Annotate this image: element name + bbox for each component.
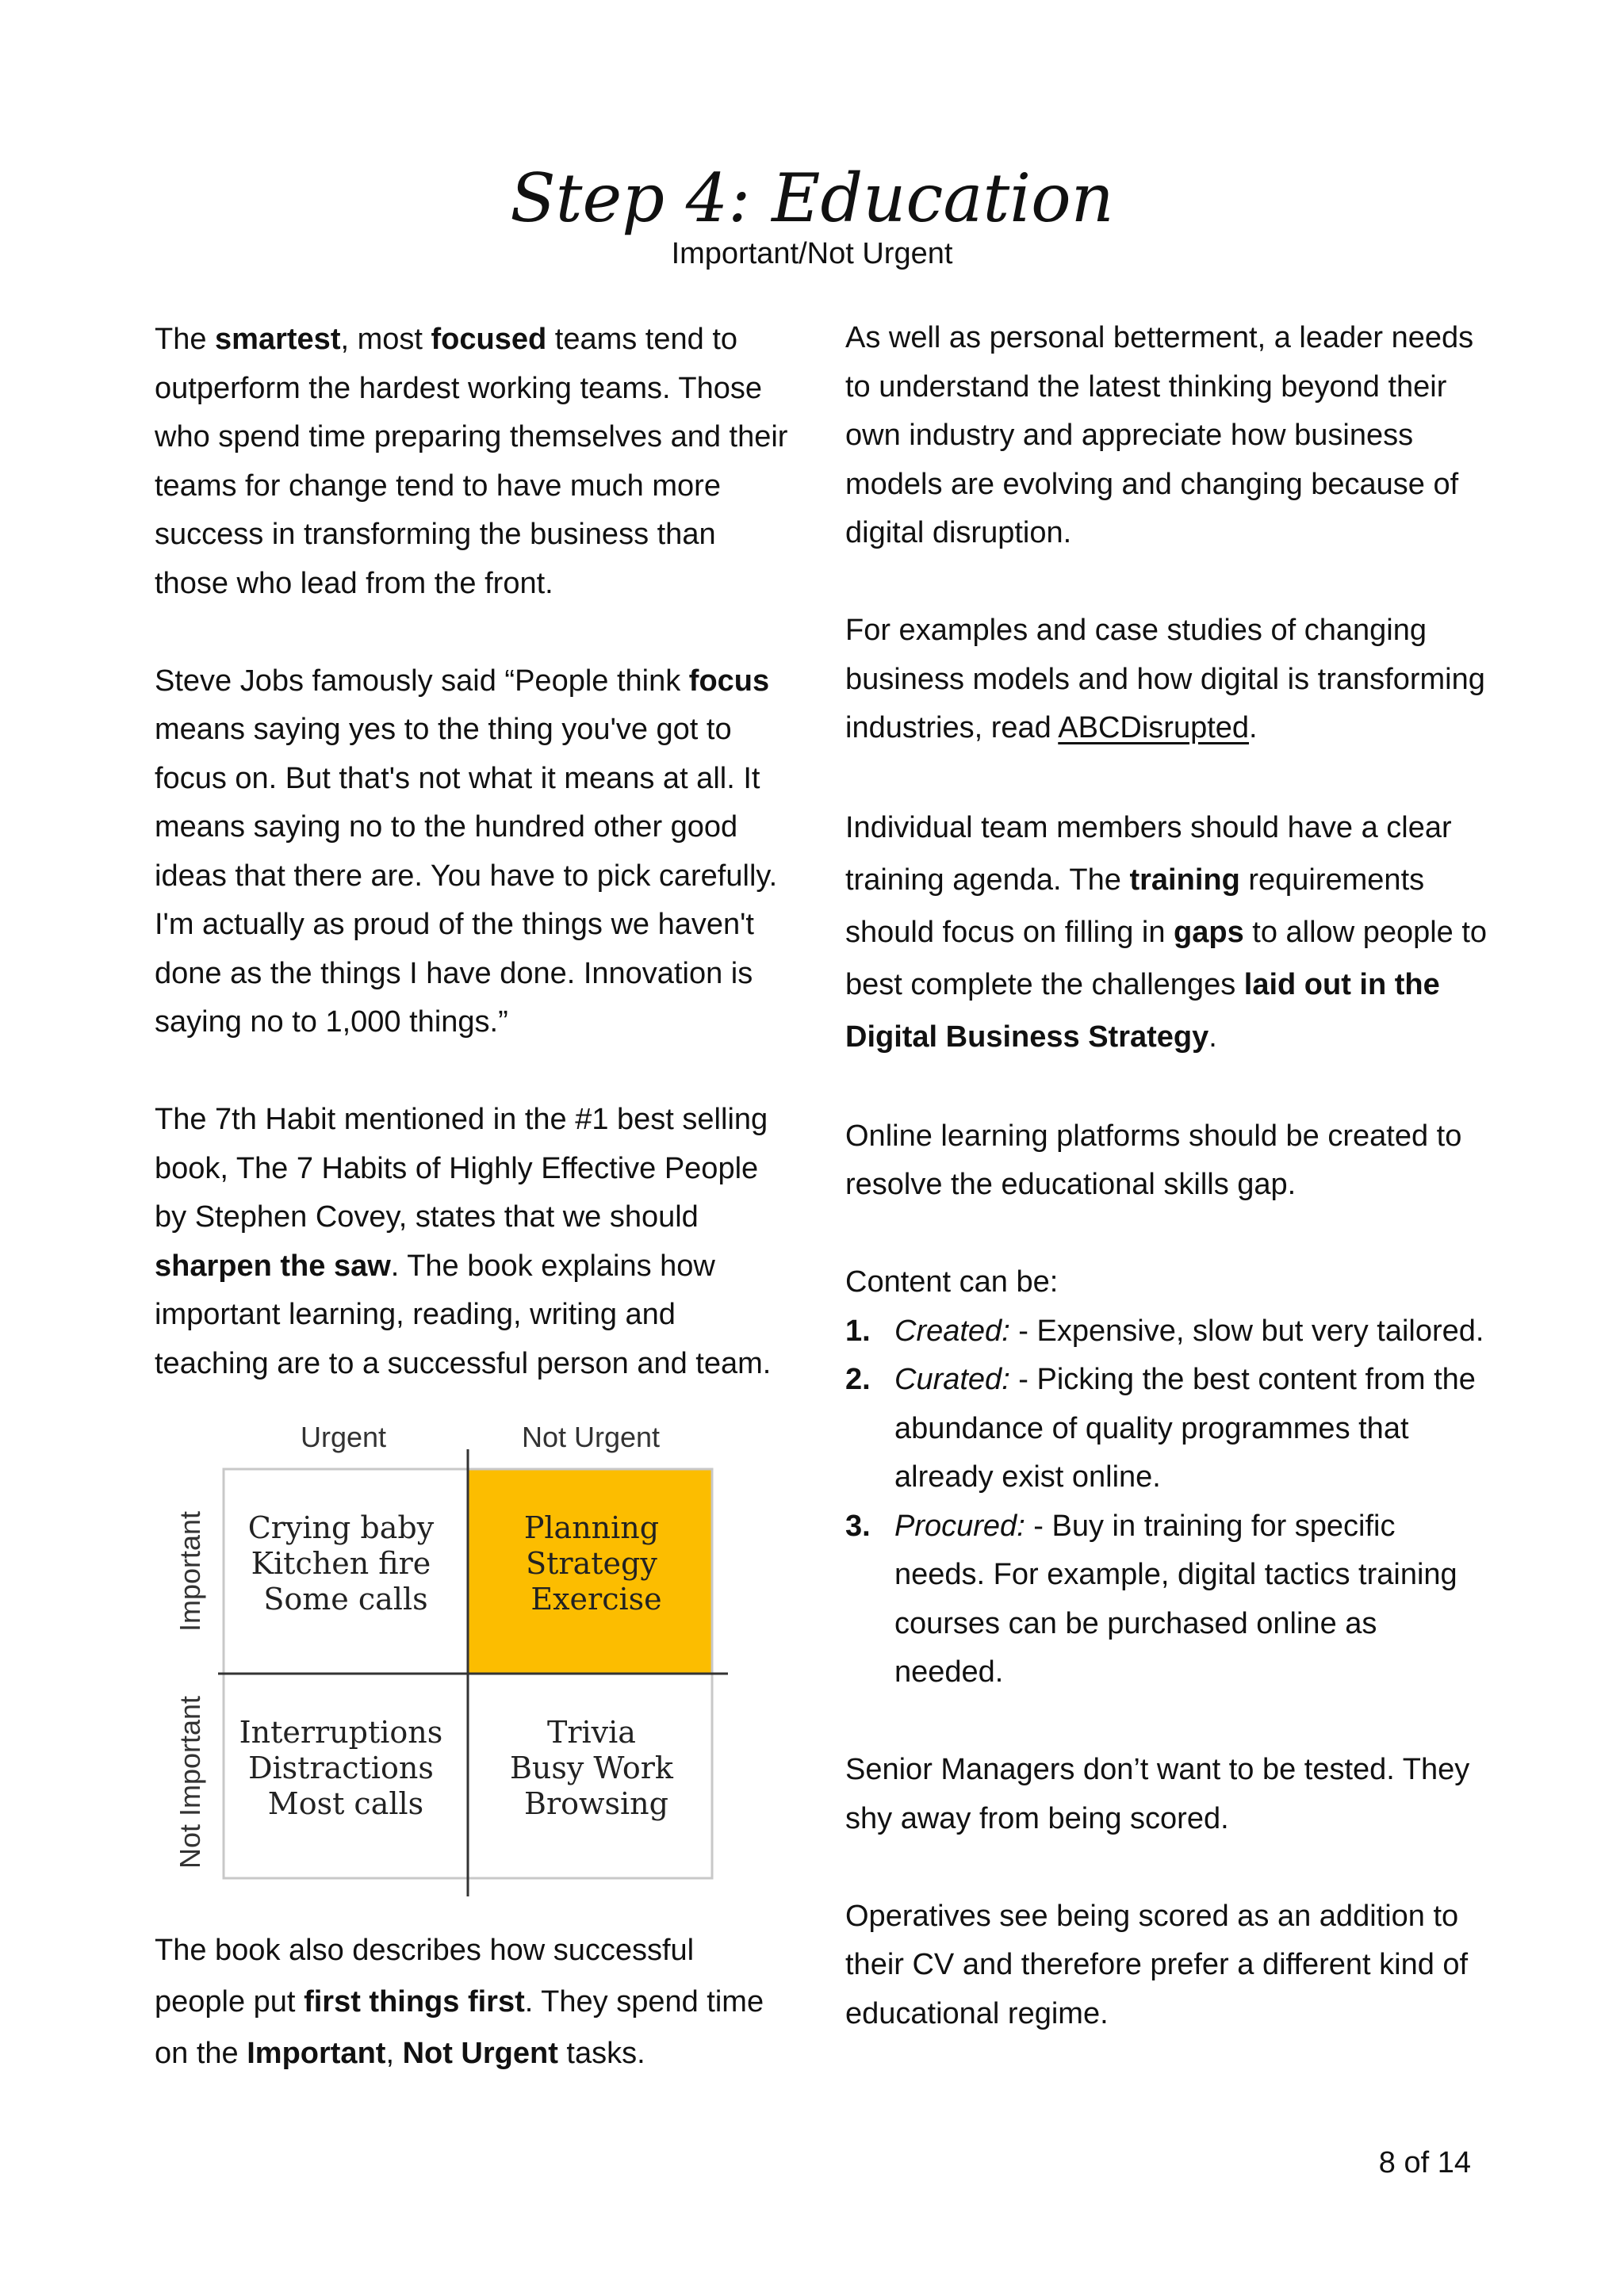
paragraph-personal-betterment: As well as personal betterment, a leader needs to understand the latest thinking beyond their own industry and appreciate how business models are evolving and changing because of digital disruption. (845, 321, 1474, 549)
left-column-bottom (155, 1925, 789, 2080)
matrix-cell-text-important-not-urgent: Planning Strategy Exercise (523, 1510, 662, 1617)
paragraph-abc-disrupted: For examples and case studies of changing business models and how digital is transforming industries, read ABCDisrupted. (845, 614, 1485, 744)
list-item: 3. Procured: - Buy in training for specific needs. For example, digital tactics training courses can be purchased online as needed. (845, 1509, 1457, 1689)
paragraph-smartest-teams: The smartest, most focused teams tend to outperform the hardest working teams. Those who spend time preparing themselves and their teams for change tend to have much more success in transforming the business than those who lead from the front. (155, 323, 788, 600)
list-item: 2. Curated: - Picking the best content from the abundance of quality programmes that already exist online. (845, 1363, 1476, 1494)
eisenhower-matrix (167, 1411, 737, 1903)
matrix-cell-text-not-important-not-urgent: Trivia Busy Work Browsing (509, 1715, 673, 1821)
matrix-row-header-not-important: Not Important (174, 1695, 206, 1869)
paragraph-senior-managers: Senior Managers don’t want to be tested. They shy away from being scored. (845, 1753, 1470, 1835)
paragraph-online-learning: Online learning platforms should be created to resolve the educational skills gap. (845, 1119, 1462, 1201)
left-column (155, 316, 789, 1388)
list-item: 1. Created: - Expensive, slow but very tailored. (845, 1314, 1484, 1348)
matrix-row-header-important: Important (174, 1510, 206, 1632)
right-column (845, 314, 1488, 2038)
paragraph-first-things-first: The book also describes how successful people put first things first. They spend time on the Important, Not Urgent tasks. (155, 1934, 764, 2070)
matrix-col-header-urgent: Urgent (300, 1421, 387, 1453)
matrix-cell-text-not-important-urgent: Interruptions Distractions Most calls (239, 1715, 443, 1821)
abc-disrupted-link[interactable]: ABCDisrupted (1058, 711, 1250, 744)
content-type-list (845, 1307, 1488, 1697)
paragraph-operatives: Operatives see being scored as an addition to their CV and therefore prefer a different kind of educational regime. (845, 1899, 1469, 2030)
page-subtitle: Important/Not Urgent (671, 237, 953, 270)
paragraph-steve-jobs-quote: Steve Jobs famously said “People think focus means saying yes to the thing you've got to focus on. But that's not what it means at all. It means saying no to the hundred other good ideas that there are. You have to pick carefully. I'm actually as proud of the things we haven't done as the things I have done. Innovation is saying no to 1,000 things.” (155, 664, 778, 1039)
paragraph-seven-habits: The 7th Habit mentioned in the #1 best selling book, The 7 Habits of Highly Effective People by Stephen Covey, states that we should sharpen the saw. The book explains how important learning, reading, writing and teaching are to a successful person and team. (155, 1103, 772, 1380)
page-number: 8 of 14 (1378, 2146, 1471, 2179)
matrix-col-header-not-urgent: Not Urgent (521, 1421, 661, 1453)
page-title: Step 4: Education (510, 159, 1114, 237)
content-list-intro: Content can be: (845, 1265, 1059, 1299)
matrix-cell-text-important-urgent: Crying baby Kitchen fire Some calls (247, 1510, 435, 1617)
paragraph-training-agenda: Individual team members should have a clear training agenda. The training requirements should focus on filling in gaps to allow people to best complete the challenges laid out in the Digital Business Strategy. (845, 811, 1488, 1054)
